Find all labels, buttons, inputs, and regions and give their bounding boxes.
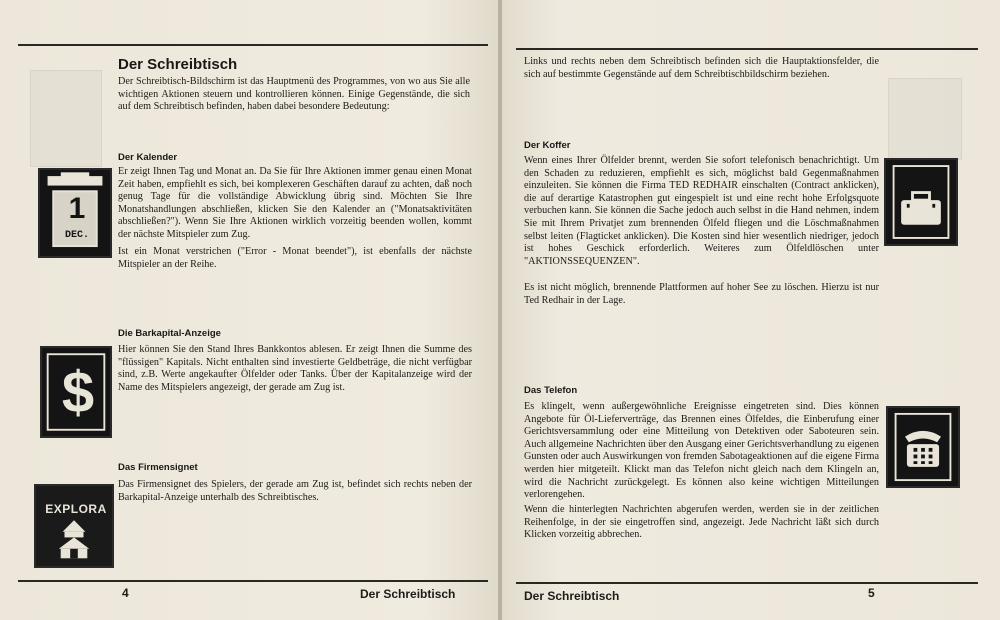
heading-koffer: Der Koffer — [524, 140, 571, 151]
footer-title-right: Der Schreibtisch — [524, 589, 620, 603]
page-title: Der Schreibtisch — [118, 56, 238, 73]
barkapital-paragraph: Hier können Sie den Stand Ihres Bankkontos ablesen. Er zeigt Ihnen die Summe des "flüssigen" Kapitals. Nicht enthalten sind investierte Geldbeträge, die nicht verfügbar sind, z.B. Werte angekaufter Ölfelder oder Tanks. Über der Kapitalanzeige wird der Name des Mitspielers angezeigt, der gerade am Zug ist. — [118, 344, 472, 393]
bleed-through-joystick — [30, 70, 102, 167]
left-page — [0, 0, 498, 620]
oil-derrick-glyph — [36, 486, 112, 566]
telefon-paragraph-1: Es klingelt, wenn außergewöhnliche Ereignisse eingetreten sind. Dies können Angebote für Öl-Lieferverträge, das Brennen eines Ölfeldes, die Einberufung einer Gerichtsversammlung oder eine Mitteilung von Detektiven oder Saboteuren sein. Auch allgemeine Nachrichten über den Ausgang einer Gerichtsverhandlung zu eigenen Gunsten oder auch Auswirkungen von fremden Sabotageaktionen auf die eigene Firma werden hier mitgeteilt. Klickt man das Telefon nicht gleich nach dem Klingeln an, wird die Nachricht zurückgelegt. Es können also keine wichtigen Mitteilungen verlorengehen. — [524, 401, 880, 501]
heading-barkapital: Die Barkapital-Anzeige — [118, 328, 221, 339]
dollar-icon — [40, 346, 112, 438]
telephone-icon — [886, 406, 960, 488]
company-logo-text: EXPLORA — [45, 502, 107, 516]
kalender-paragraph-1: Er zeigt Ihnen Tag und Monat an. Da Sie für Ihre Aktionen immer genau einen Monat Zeit haben, empfiehlt es sich, bei komplexeren Geschäften darauf zu achten, daß noch genug Tage für die vollständige Abwicklung übrig sind. Möchten Sie Ihre Monatshandlungen abschließen, klicken Sie den Kalender an ("Monatsaktivitäten abschließen?"). Wenn Sie Ihre Aktionen wirklich vorzeitig beenden wollen, kommt der nächste Mitspieler zum Zug. — [118, 166, 472, 240]
koffer-paragraph-1: Wenn eines Ihrer Ölfelder brennt, werden Sie sofort telefonisch benachrichtigt. Um den Schaden zu reduzieren, empfiehlt es sich, möglichst bald Gegenmaßnahmen einzuleiten. Sie können die Firma TED REDHAIR einschalten (Contract anklicken), die auf derartige Katastrophen gut eingespielt ist und eine recht hohe Erfolgsquote verbuchen kann. Sie können die Sache jedoch auch selbst in die Hand nehmen, indem Sie mit Ihrem Privatjet zum brennenden Ölfeld fliegen und die Löschmaßnahmen selbst leiten (Flagticket anklicken). Die Kosten sind hier wesentlich niedriger, jedoch ist hohes Geschick erforderlich. Weiteres zum Ölfeldlöschen unter "AKTIONSSEQUENZEN". — [524, 155, 879, 267]
footer-title-left: Der Schreibtisch — [360, 587, 456, 601]
dollar-symbol: $ — [61, 360, 95, 425]
heading-kalender: Der Kalender — [118, 152, 178, 163]
firmensignet-paragraph: Das Firmensignet des Spielers, der gerade am Zug ist, befindet sich rechts neben der Barkapital-Anzeige unterhalb des Schreibtisches. — [118, 479, 472, 503]
company-logo-icon — [34, 484, 114, 568]
bottom-rule-left — [18, 580, 488, 582]
briefcase-icon — [884, 158, 958, 246]
bleed-through-image — [888, 78, 962, 160]
koffer-paragraph-2: Es ist nicht möglich, brennende Plattformen auf hoher See zu löschen. Hierzu ist nur Ted Redhair in der Lage. — [524, 282, 879, 306]
right-intro-paragraph: Links und rechts neben dem Schreibtisch befinden sich die Hauptaktionsfelder, die sich auf bestimmte Gegenstände auf dem Schreibtischbildschirm beziehen. — [524, 56, 879, 80]
page-number-right: 5 — [868, 586, 875, 600]
page-number-left: 4 — [122, 586, 129, 600]
top-rule-left — [18, 44, 488, 46]
heading-telefon: Das Telefon — [524, 385, 578, 396]
telefon-paragraph-2: Wenn die hinterlegten Nachrichten abgerufen werden, werden sie in der zeitlichen Reihenfolge, in der sie eingetroffen sind, angezeigt. Jede Nachricht läßt sich durch Klicken vorzeitig abbrechen. — [524, 504, 879, 541]
calendar-day: 1 — [68, 192, 86, 225]
right-page — [502, 0, 1000, 620]
intro-paragraph: Der Schreibtisch-Bildschirm ist das Hauptmenü des Programmes, von wo aus Sie alle wichtigen Aktionen steuern und kontrollieren können. Einige Gegenstände, die sich auf dem Schreibtisch befinden, haben dabei besondere Bedeutung: — [118, 76, 470, 113]
heading-firmensignet: Das Firmensignet — [118, 462, 198, 473]
kalender-paragraph-2: Ist ein Monat verstrichen ("Error - Monat beendet"), ist ebenfalls der nächste Mitspieler an der Reihe. — [118, 246, 472, 270]
calendar-month: DEC. — [64, 230, 89, 241]
calendar-icon — [38, 168, 112, 258]
top-rule-right — [516, 48, 978, 50]
bottom-rule-right — [516, 582, 978, 584]
